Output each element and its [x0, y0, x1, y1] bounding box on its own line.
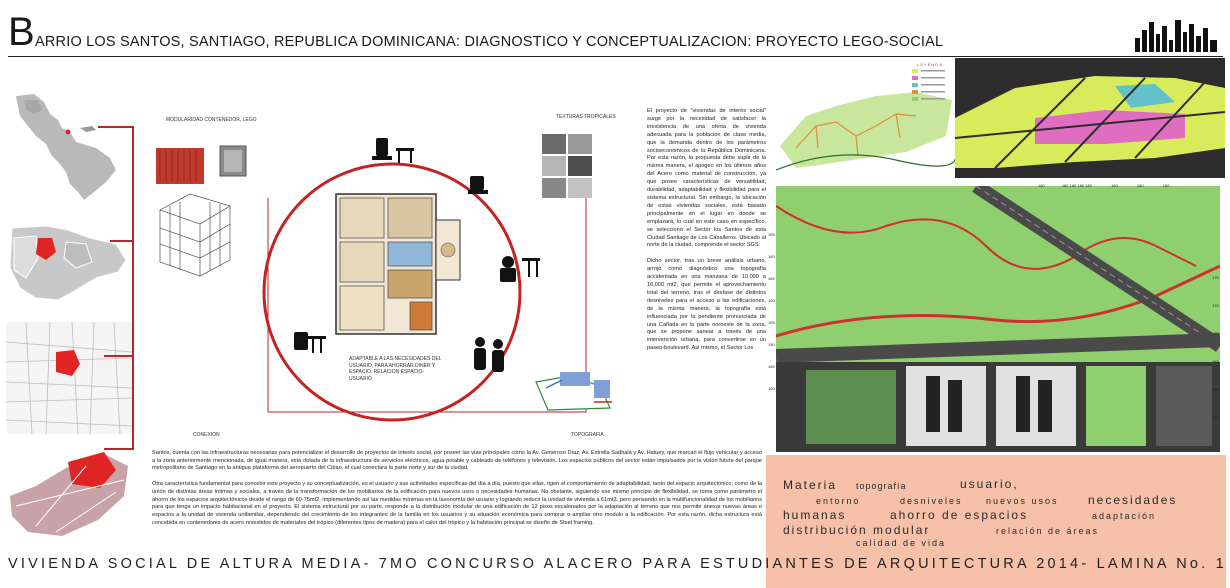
label-conexion: CONEXION	[193, 432, 220, 438]
site-plan-top-ticks	[1038, 183, 1169, 188]
keyword: nuevos usos	[986, 496, 1059, 506]
tick-label: 160	[768, 254, 775, 259]
label-modularidad: MODULARIDAD CONTENEDOR, LEGO	[166, 117, 257, 123]
connector-line	[98, 126, 132, 128]
tick-label: 180	[1077, 183, 1085, 188]
tick-label: 160	[1212, 415, 1219, 420]
keyword: distribución modular	[783, 523, 931, 537]
label-adaptable: ADAPTABLE A LAS NECESIDADES DEL USUARIO, PARA AHORRAR DINER Y ESPACIO. RELACION ESPACIO-USUARIO	[349, 356, 442, 382]
keyword: humanas	[783, 508, 847, 522]
tick-label: 155	[768, 232, 775, 237]
tick-label: 170	[1212, 331, 1219, 336]
tick-label: 180	[1038, 183, 1045, 188]
keyword: usuario,	[960, 477, 1019, 491]
americas-location-map	[6, 92, 132, 202]
title-initial: B	[8, 10, 35, 54]
label-topografia: TOPOGRAFIA	[571, 432, 604, 438]
description-paragraph: El proyecto de "viviendas de interés social" surge por la necesidad de satisfacer la inexistencia de una oferta de vivienda adecuada para la población de clase media, que la demanda dentro de los parámetros socioeconómicos de la República Dominicana. Por esta razón, la propuesta debe suplir de la misma manera, el apogeo en los últimos años del Acero como material de construcción, ya que posee características de versatilidad, durabilidad, adaptabilidad y flexibilidad para el sistema estructural. Sin embargo, la ubicación de estas viviendas sociales, está basado principalmente en el lugar en donde se emplazará, lo cual en este caso en específico, se seleccionó el Sector los Santos de esta Ciudad Santiago de Los Caballeros. Ubicado al norte de la ciudad, comprende el sector SGS.	[647, 108, 766, 249]
connector-line	[104, 355, 132, 357]
keyword: Materia	[783, 478, 838, 492]
tick-label: 180	[1085, 183, 1092, 188]
label-texturas: TEXTURAS TROPICALES	[556, 114, 616, 120]
tick-label: 165	[768, 276, 775, 281]
skyline-logo-icon	[1135, 20, 1219, 52]
tick-label: 170	[1212, 275, 1219, 280]
footer-title: VIVIENDA SOCIAL DE ALTURA MEDIA- 7MO CONCURSO ALACERO PARA ESTUDIANTES DE ARQUITECTURA 2014- LAMINA No. 1	[8, 556, 1227, 572]
connector-line	[104, 448, 132, 450]
sector-location-map	[6, 436, 132, 546]
description-paragraph: Santos, cuenta con las infraestructuras necesarias para potencializar el desarrollo de proyectos de interés social, por poseer las vías principales como la Av. Generoso Díaz, Av. Estrella Sadhalá y Av. Hatuey, que marcan el flujo vehicular y acceso a la zona anteriormente mencionada, de igual manera, está dotada de la infraestructura de servicios eléctricos, agua potable y cableado de teléfonos y televisión. Los espacios públicos del sector están impulsados por la visión futura del parque metropolitano de Santiago en la antigua plataforma del aeropuerto del Cibao, el cual conectara la parte norte y sur de la ciudad.	[152, 450, 762, 472]
tick-label: 160	[768, 298, 775, 303]
keyword: adaptación	[1092, 511, 1157, 521]
tick-label: 180	[1069, 183, 1077, 188]
tick-label: 160	[768, 386, 775, 391]
tick-label: 165	[1212, 359, 1219, 364]
site-plan-left-ticks	[768, 224, 775, 400]
description-paragraph: Dicho sector, tras un breve análisis urbano, arrojó como diagnóstico una topografía accidentada en una manzana de 10,000 a 16,000 mt2, que permite el aprovechamiento total del terreno, tras el desfase de distintos desniveles para el acceso a las edificaciones, de la misma manera, la topografía está influenciada por la pendiente pronunciada de una Cañada en la parte noroeste de la zona, que se propone sanear a través de una intervención urbana, para convertirse en un paseo-boulevard. Así mismo, el Sector Los	[647, 258, 766, 352]
page-title: ARRIO LOS SANTOS, SANTIAGO, REPUBLICA DOMINICANA: DIAGNOSTICO Y CONCEPTUALIZACION: PROYECTO LEGO-SOCIAL	[35, 34, 944, 50]
keyword: necesidades	[1088, 493, 1178, 507]
tick-label: 160	[1212, 387, 1219, 392]
tick-label: 165	[768, 364, 775, 369]
keyword: topografía	[856, 481, 907, 491]
tick-label: 170	[1212, 303, 1219, 308]
country-location-map	[6, 208, 132, 318]
keyword: desniveles	[900, 496, 963, 506]
connector-line	[110, 240, 132, 242]
legend-title: LEYENDA	[917, 62, 943, 67]
map-legend	[908, 62, 952, 112]
site-plan-right-ticks	[1212, 264, 1219, 432]
tick-label: 180	[1111, 183, 1118, 188]
tick-label: 155	[768, 320, 775, 325]
site-plan	[776, 186, 1220, 452]
keyword: ahorro de espacios	[890, 508, 1029, 522]
description-paragraph: Otra característica fundamental para concebir este proyecto y su conceptualización, es el usuario y sus actividades específicas del día a día, puesto que ellas, rigen el comportamiento de adaptabilidad, tanto del espacio arquitectónico, como de la unión de distintas áreas íntimas y sociales, a través de la transformación de los mobiliarios de la edificación para nuevos usos o necesidades humanas. No obstante, siguiendo ese mismo principio de flexibilidad, se toma como parámetro el ahorro de los espacios arquitectónicos desde el rango de 60-75mt2, implementando así las medidas mínimas en la taxonomía del usuario y logrando reducir la unidad de vivienda a 61mt2, pero pensando en la multifuncionalidad de los mobiliarios para que tenga un impacto habitacional en el proyecto. El sistema estructural por su parte, responde a la distribución modular de una edificación de 12 pisos escalonados por la adaptación al terreno que nos permite anexar nuevas áreas o espacios a la unidad de vivienda unifamiliar, dependiendo del crecimiento de los integrantes de la familia en los usuarios y su situación económica para comprar o ampliar otro modulo a la edificación. Por esta razón, dicha estructura está concebida en contenedores de acero revestidos de materiales del trópico (diferentes tipos de madera) para el calor del trópico y la habitación principal se diseño de Steel framing.	[152, 481, 762, 526]
header	[8, 12, 1223, 58]
tick-label: 150	[768, 342, 775, 347]
description-column	[647, 108, 766, 361]
description-bottom	[152, 450, 762, 535]
concept-diagram	[150, 110, 620, 450]
keyword: relación de áreas	[996, 526, 1100, 536]
tick-label: 180	[1136, 183, 1144, 188]
connector-line	[132, 126, 134, 450]
tick-label: 180	[1061, 183, 1069, 188]
title-divider	[8, 56, 1223, 57]
legend-swatches	[908, 67, 952, 107]
keyword: entorno	[816, 496, 861, 506]
zoning-map	[955, 58, 1225, 178]
city-location-map	[6, 322, 132, 434]
tick-label: 180	[1162, 183, 1170, 188]
keyword: calidad de vida	[856, 538, 947, 548]
